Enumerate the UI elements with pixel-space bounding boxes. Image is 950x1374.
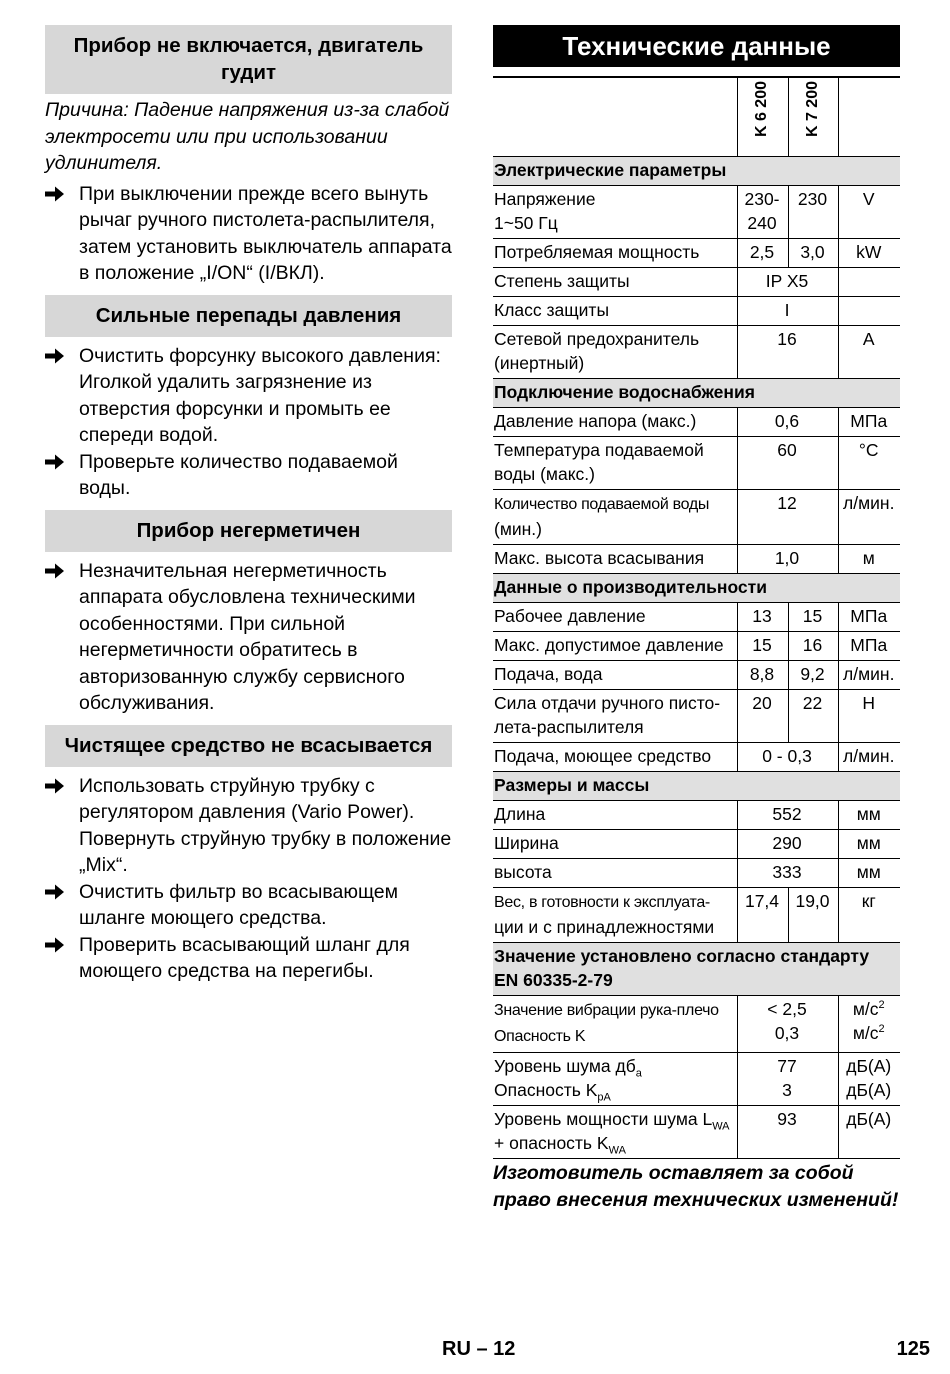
section-heading-motor-hums: Прибор не включается, двигатель гудит [45, 25, 452, 94]
table-row: Рабочее давление 13 15 МПа [493, 603, 900, 632]
table-row: Ширина 290 мм [493, 830, 900, 859]
table-row: Степень защиты IP X5 [493, 268, 900, 297]
arrow-right-icon [45, 883, 65, 901]
table-row: Температура подаваемой воды (макс.) 60 °C [493, 437, 900, 490]
table-row: Уровень мощности шума $L_{WA}$ + опасность $K_{WA}$ 93 дБ(A) [493, 1106, 900, 1159]
table-row: Макс. высота всасывания 1,0 м [493, 545, 900, 574]
table-row: Количество подаваемой воды (мин.) 12 л/мин. [493, 490, 900, 545]
group-row: Значение установлено согласно стандарту EN 60335-2-79 [493, 943, 900, 996]
group-row: Размеры и массы [493, 772, 900, 801]
footer-section-label: RU – 12 [442, 1338, 516, 1360]
page-number: 125 [896, 1338, 930, 1360]
list-item: Очистить фильтр во всасывающем шланге моющего средства. [45, 879, 452, 932]
group-row: Данные о производительности [493, 574, 900, 603]
arrow-right-icon [45, 936, 65, 954]
list-item: Очистить форсунку высокого давления: Иголкой удалить загрязнение из отверстия форсунки и промыть ее спереди водой. [45, 343, 452, 449]
spec-table [493, 76, 900, 1159]
list-item-continuation: Повернуть струйную трубку в положение „Mix“. [79, 827, 452, 876]
table-row: Длина 552 мм [493, 801, 900, 830]
list-item: Использовать струйную трубку с регулятором давления (Vario Power). [45, 773, 452, 826]
manufacturer-note: Изготовитель оставляет за собой право внесения технических изменений! [493, 1162, 899, 1211]
list-item: При выключении прежде всего вынуть рычаг ручного пистолета-распылителя, затем установить выключатель аппарата в положение „I/ON“ (I/ВКЛ). [45, 181, 452, 287]
list-item: Проверить всасывающий шланг для моющего средства на перегибы. [45, 932, 452, 985]
troubleshooting-column [45, 25, 452, 985]
arrow-right-icon [45, 347, 65, 365]
table-row: Вес, в готовности к эксплуата- ции и с принадлежностями 17,4 19,0 кг [493, 888, 900, 943]
technical-data-column [493, 25, 900, 1159]
section-heading-device-leaking: Прибор негерметичен [45, 510, 452, 552]
table-row: Класс защиты I [493, 297, 900, 326]
arrow-right-icon [45, 562, 65, 580]
arrow-right-icon [45, 777, 65, 795]
table-row: Макс. допустимое давление 15 16 МПа [493, 632, 900, 661]
table-row: Напряжение 1~50 Гц 230- 240 230 V [493, 186, 900, 239]
table-row: Сетевой предохранитель (инертный) 16 A [493, 326, 900, 379]
list-item: Проверьте количество подаваемой воды. [45, 449, 452, 502]
group-row: Подключение водоснабжения [493, 379, 900, 408]
arrow-right-icon [45, 453, 65, 471]
table-row: Значение вибрации рука-плечо Опасность K < 2,5 0,3 $м/с^2$ $м/с^2$ [493, 996, 900, 1053]
column-header-k7: K 7 200 [803, 81, 821, 138]
arrow-right-icon [45, 185, 65, 203]
table-row: Давление напора (макс.) 0,6 МПа [493, 408, 900, 437]
table-row: Сила отдачи ручного писто- лета-распылителя 20 22 Н [493, 690, 900, 743]
table-row: Подача, вода 8,8 9,2 л/мин. [493, 661, 900, 690]
table-row: Уровень шума $дб_a$ Опасность $K_{pA}$ 77 3 дБ(A) дБ(A) [493, 1053, 900, 1106]
section-heading-detergent-not-sucked: Чистящее средство не всасывается [45, 725, 452, 767]
table-row: Подача, моющее средство 0 - 0,3 л/мин. [493, 743, 900, 772]
page-title: Технические данные [493, 25, 900, 67]
section-heading-pressure-fluctuations: Сильные перепады давления [45, 295, 452, 337]
table-row [493, 77, 900, 157]
table-row: Потребляемая мощность 2,5 3,0 kW [493, 239, 900, 268]
table-row: высота 333 мм [493, 859, 900, 888]
group-row: Электрические параметры [493, 157, 900, 186]
cause-text: Причина: Падение напряжения из-за слабой электросети или при использовании удлинителя. [45, 99, 450, 174]
column-header-k6: K 6 200 [753, 81, 770, 138]
list-item: Незначительная негерметичность аппарата обусловлена техническими особенностями. При сильной негерметичности обратитесь в авторизованную службу сервисного обслуживания. [45, 558, 452, 717]
